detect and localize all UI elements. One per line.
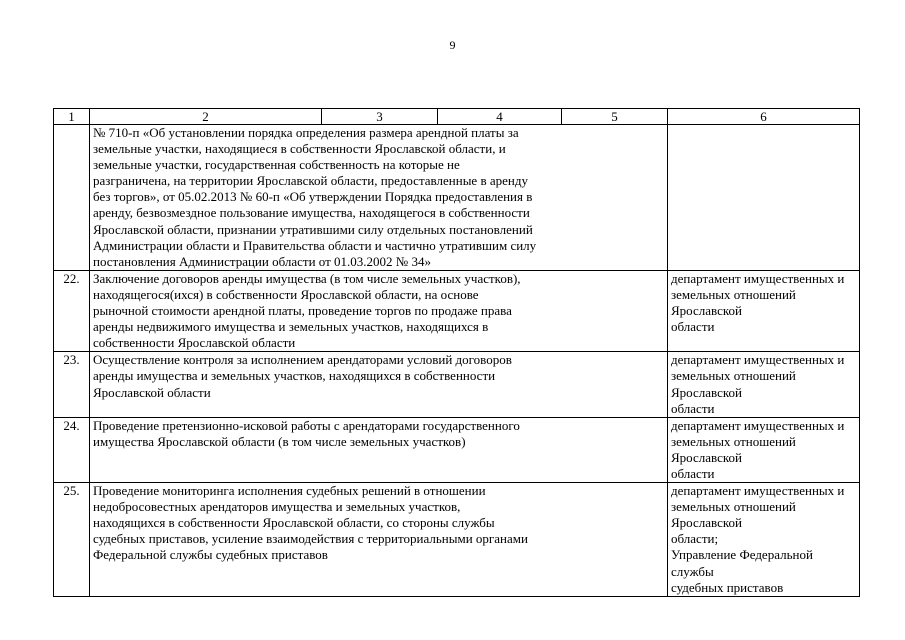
table-row (54, 352, 860, 417)
measure-text: Проведение мониторинга исполнения судебных решений в отношении недобросовестных арендаторов имущества и земельных участков, находящихся в собственности Ярославской области, со стороны службы судебных приставов, усиление взаимодействия с территориальными органами Федеральной службы судебных приставов (90, 483, 668, 597)
table-row (54, 270, 860, 351)
table-row (54, 417, 860, 482)
column-number-5: 5 (562, 109, 668, 125)
column-number-1: 1 (54, 109, 90, 125)
responsible-party: департамент имущественных и земельных отношений Ярославской области (668, 417, 860, 482)
row-number: 25. (54, 483, 90, 597)
responsible-party: департамент имущественных и земельных отношений Ярославской области; Управление Федеральной службы судебных приставов (668, 483, 860, 597)
column-number-3: 3 (322, 109, 438, 125)
column-number-6: 6 (668, 109, 860, 125)
plan-table (53, 108, 860, 597)
page-number: 9 (449, 38, 456, 52)
table-row-continuation (54, 125, 860, 271)
row-number (54, 125, 90, 271)
row-number: 24. (54, 417, 90, 482)
responsible-party: департамент имущественных и земельных отношений Ярославской области (668, 352, 860, 417)
measure-text: № 710-п «Об установлении порядка определения размера арендной платы за земельные участки, находящиеся в собственности Ярославской области, и земельные участки, государственная собственность на которые не разграничена, на территории Ярославской области, предоставленные в аренду без торгов», от 05.02.2013 № 60-п «Об утверждении Порядка предоставления в аренду, безвозмездное пользование имущества, находящегося в собственности Ярославской области, признании утратившими силу отдельных постановлений Администрации области и Правительства области и частично утратившим силу постановления Администрации области от 01.03.2002 № 34» (90, 125, 668, 271)
table-row (54, 483, 860, 597)
measure-text: Осуществление контроля за исполнением арендаторами условий договоров аренды имущества и земельных участков, находящихся в собственности Ярославской области (90, 352, 668, 417)
column-number-row (54, 109, 860, 125)
column-number-4: 4 (438, 109, 562, 125)
measure-text: Проведение претензионно-исковой работы с арендаторами государственного имущества Ярославской области (в том числе земельных участков) (90, 417, 668, 482)
row-number: 23. (54, 352, 90, 417)
column-number-2: 2 (90, 109, 322, 125)
responsible-party (668, 125, 860, 271)
measure-text: Заключение договоров аренды имущества (в том числе земельных участков), находящегося(ихся) в собственности Ярославской области, на основе рыночной стоимости арендной платы, проведение торгов по продаже права аренды недвижимого имущества и земельных участков, находящихся в собственности Ярославской области (90, 270, 668, 351)
row-number: 22. (54, 270, 90, 351)
responsible-party: департамент имущественных и земельных отношений Ярославской области (668, 270, 860, 351)
